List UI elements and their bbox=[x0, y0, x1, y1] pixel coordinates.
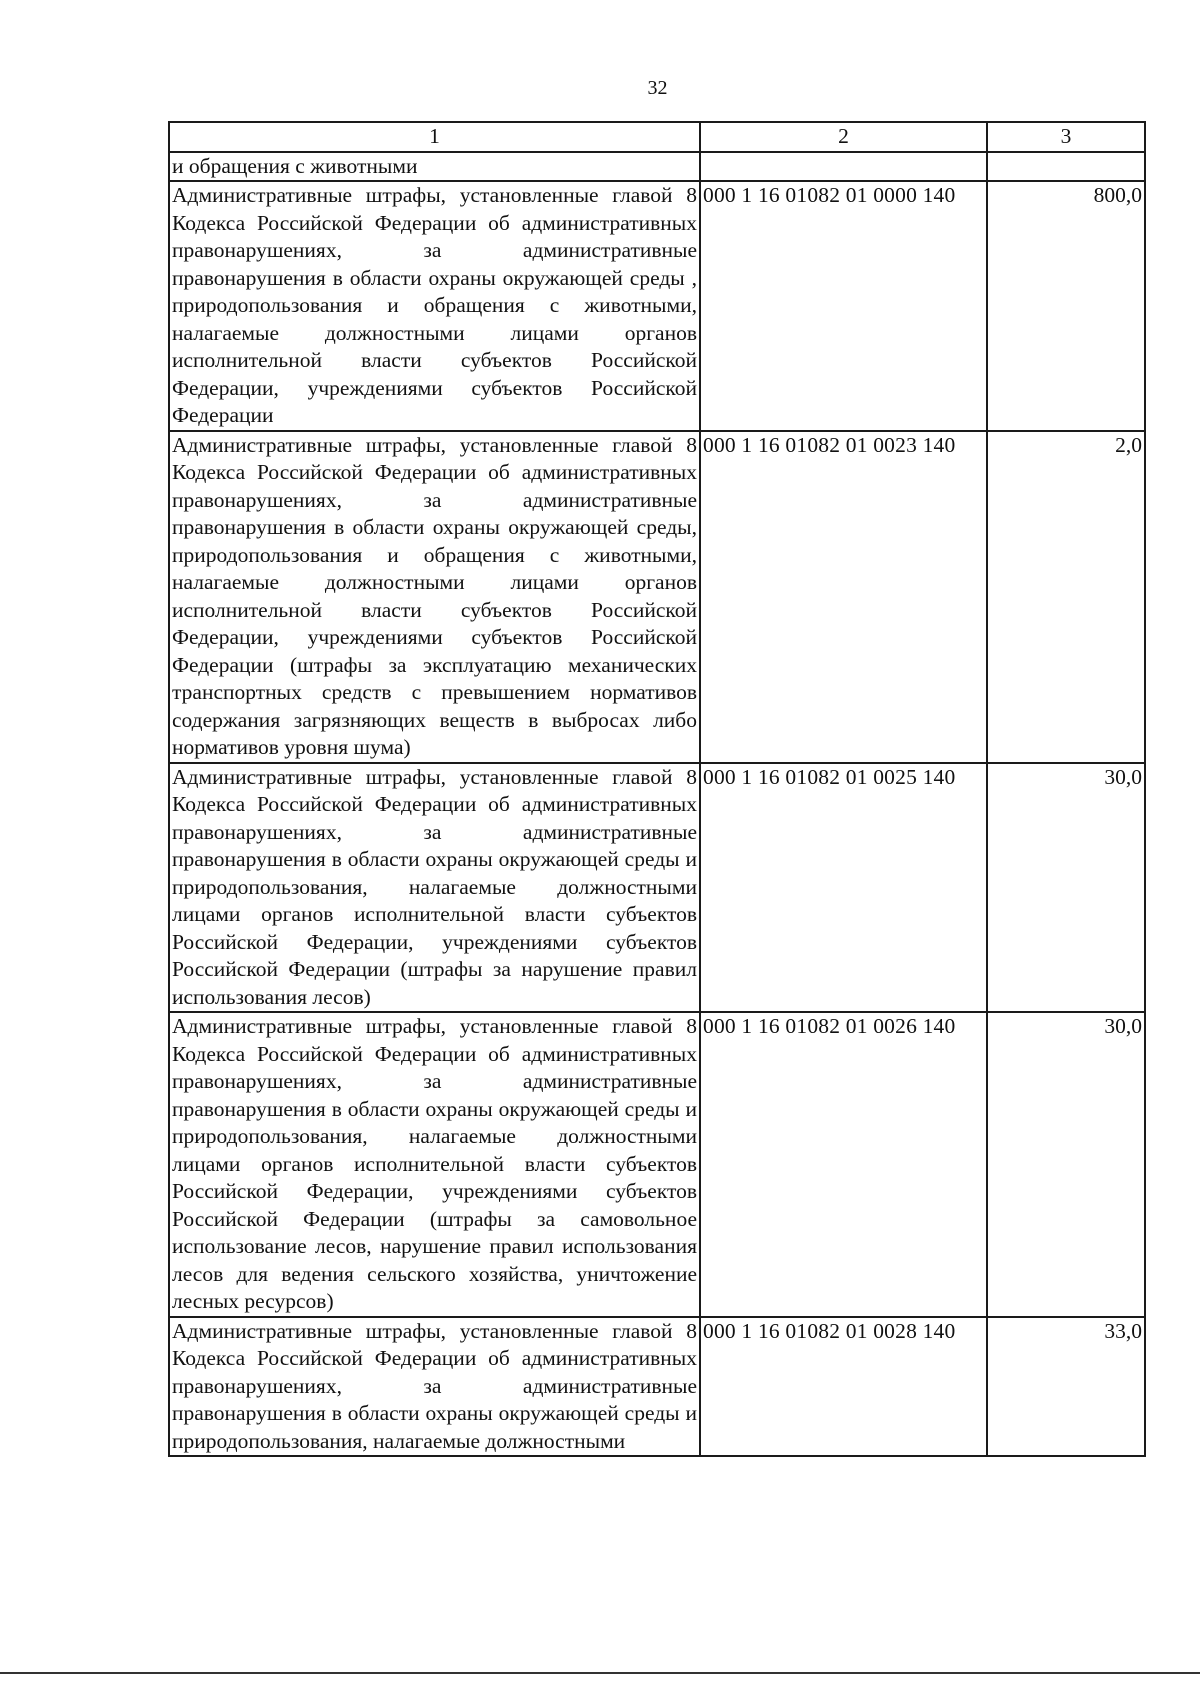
page-number: 32 bbox=[647, 77, 668, 99]
row-code: 000 1 16 01082 01 0000 140 bbox=[700, 181, 987, 431]
row-amount: 30,0 bbox=[987, 763, 1145, 1013]
column-header-3: 3 bbox=[987, 122, 1145, 152]
table-row bbox=[169, 152, 1145, 182]
table-row bbox=[169, 763, 1145, 1013]
table-header-row bbox=[169, 122, 1145, 152]
row-code: 000 1 16 01082 01 0025 140 bbox=[700, 763, 987, 1013]
row-description: Административные штрафы, установленные главой 8 Кодекса Российской Федерации об административных правонарушениях, за административные правонарушения в области охраны окружающей среды и природопользования, налагаемые должностными bbox=[169, 1317, 700, 1457]
row-code bbox=[700, 152, 987, 182]
row-description: и обращения с животными bbox=[169, 152, 700, 182]
budget-revenue-table bbox=[168, 121, 1146, 1457]
table-row bbox=[169, 431, 1145, 763]
row-amount: 800,0 bbox=[987, 181, 1145, 431]
row-description: Административные штрафы, установленные главой 8 Кодекса Российской Федерации об административных правонарушениях, за административные правонарушения в области охраны окружающей среды и природопользования, налагаемые должностными лицами органов исполнительной власти субъектов Российской Федерации, учреждениями субъектов Российской Федерации (штрафы за самовольное использование лесов, нарушение правил использования лесов для ведения сельского хозяйства, уничтожение лесных ресурсов) bbox=[169, 1012, 700, 1317]
row-amount: 30,0 bbox=[987, 1012, 1145, 1317]
table-row bbox=[169, 1317, 1145, 1457]
row-amount bbox=[987, 152, 1145, 182]
row-description: Административные штрафы, установленные главой 8 Кодекса Российской Федерации об административных правонарушениях, за административные правонарушения в области охраны окружающей среды , природопользования и обращения с животными, налагаемые должностными лицами органов исполнительной власти субъектов Российской Федерации, учреждениями субъектов Российской Федерации bbox=[169, 181, 700, 431]
column-header-2: 2 bbox=[700, 122, 987, 152]
table-row bbox=[169, 181, 1145, 431]
row-description: Административные штрафы, установленные главой 8 Кодекса Российской Федерации об административных правонарушениях, за административные правонарушения в области охраны окружающей среды и природопользования, налагаемые должностными лицами органов исполнительной власти субъектов Российской Федерации, учреждениями субъектов Российской Федерации (штрафы за нарушение правил использования лесов) bbox=[169, 763, 700, 1013]
row-code: 000 1 16 01082 01 0023 140 bbox=[700, 431, 987, 763]
row-code: 000 1 16 01082 01 0026 140 bbox=[700, 1012, 987, 1317]
column-header-1: 1 bbox=[169, 122, 700, 152]
row-amount: 33,0 bbox=[987, 1317, 1145, 1457]
page-bottom-rule bbox=[0, 1672, 1200, 1674]
row-description: Административные штрафы, установленные главой 8 Кодекса Российской Федерации об административных правонарушениях, за административные правонарушения в области охраны окружающей среды, природопользования и обращения с животными, налагаемые должностными лицами органов исполнительной власти субъектов Российской Федерации, учреждениями субъектов Российской Федерации (штрафы за эксплуатацию механических транспортных средств с превышением нормативов содержания загрязняющих веществ в выбросах либо нормативов уровня шума) bbox=[169, 431, 700, 763]
row-amount: 2,0 bbox=[987, 431, 1145, 763]
table-row bbox=[169, 1012, 1145, 1317]
row-code: 000 1 16 01082 01 0028 140 bbox=[700, 1317, 987, 1457]
